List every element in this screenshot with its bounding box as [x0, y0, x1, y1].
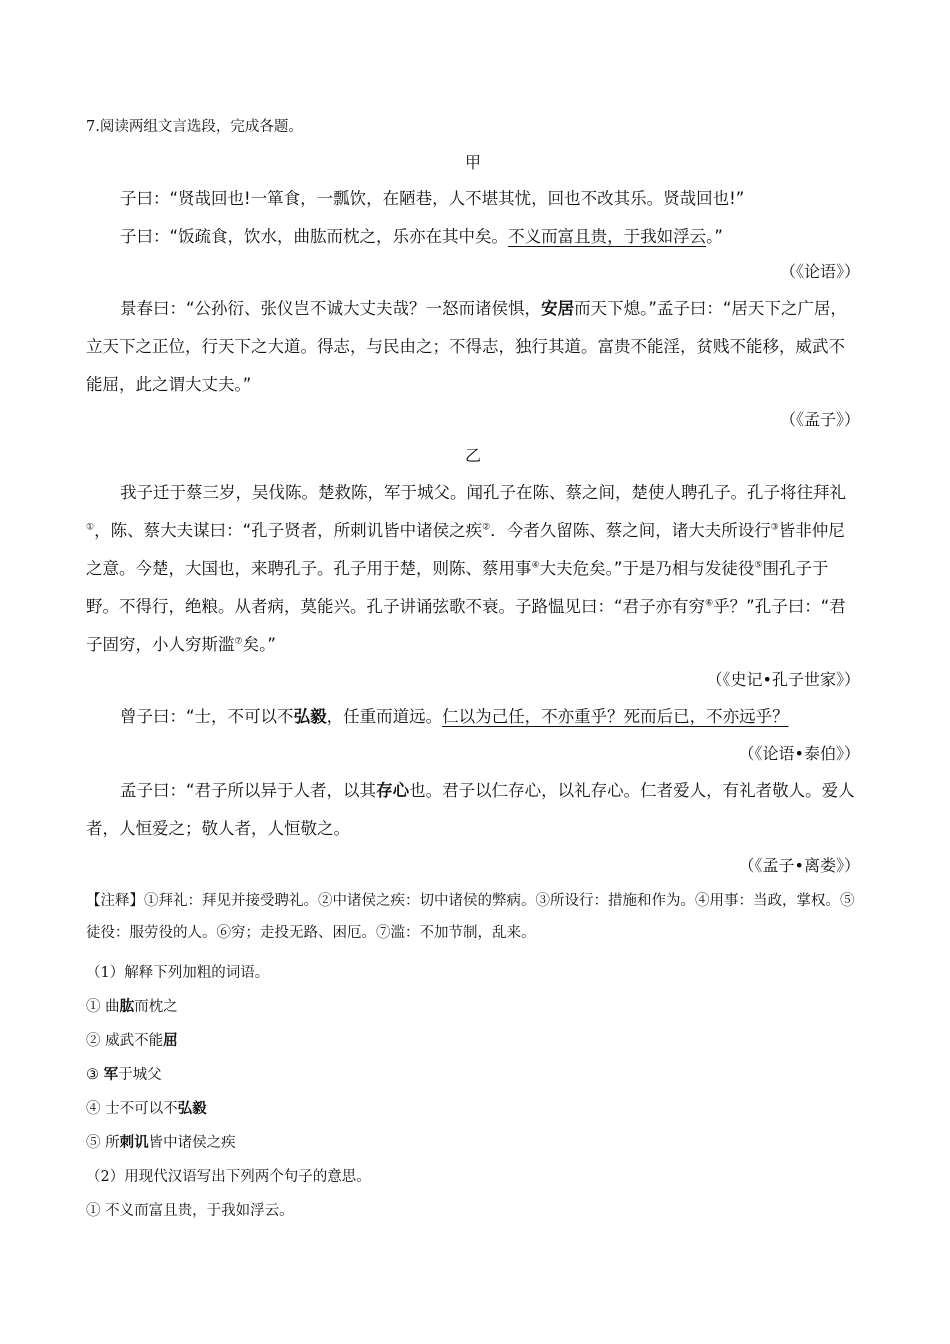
taibo-passage: 曾子曰：“士，不可以不弘毅，任重而道远。仁以为己任，不亦重乎？死而后已，不亦远乎？	[120, 707, 789, 726]
question-number: 7.	[86, 119, 100, 135]
bold-word-cunxin: 存心	[376, 781, 410, 800]
sub1-item-5: ⑤ 所刺讥皆中诸侯之疾	[86, 1134, 236, 1151]
note-ref-3: ③	[770, 522, 779, 533]
sub1-item-3: ③ 军于城父	[86, 1066, 162, 1083]
group-a-label: 甲	[464, 153, 481, 172]
underlined-sentence-2: 仁以为己任，不亦重乎？死而后已，不亦远乎？	[442, 707, 789, 726]
source-taibo: （《论语•泰伯》）	[738, 744, 860, 763]
group-b-label: 乙	[464, 446, 481, 465]
note-ref-1: ①	[86, 522, 95, 533]
source-lunyu: （《论语》）	[779, 262, 860, 281]
question-stem: 阅读两组文言选段，完成各题。	[99, 119, 303, 135]
sub1-item-4: ④ 士不可以不弘毅	[86, 1100, 207, 1117]
note-ref-2: ②	[482, 522, 491, 533]
lilou-passage: 孟子曰：“君子所以异于人者，以其存心也。君子以仁存心，以礼存心。仁者爱人，有礼者敬人。爱人者，人恒爱之；敬人者，人恒敬之。	[86, 781, 855, 838]
source-lilou: （《孟子•离娄》）	[738, 856, 860, 875]
underlined-sentence-1: 不义而富且贵，于我如浮云	[508, 227, 707, 246]
bold-word-hongyi: 弘毅	[293, 707, 327, 726]
source-shiji: （《史记•孔子世家》）	[706, 670, 860, 689]
bold-word-anju: 安居	[541, 299, 575, 318]
sub-question-2-prompt: （2）用现代汉语写出下列两个句子的意思。	[86, 1169, 371, 1185]
sub-question-1-prompt: （1）解释下列加粗的词语。	[86, 965, 270, 981]
sub2-item-1: ① 不义而富且贵，于我如浮云。	[86, 1203, 294, 1219]
lunyu-passage-2: 子曰：“饭疏食，饮水，曲肱而枕之，乐亦在其中矣。不义而富且贵，于我如浮云。”	[120, 227, 723, 246]
note-ref-7: ⑦	[234, 636, 243, 647]
sub1-item-1: ① 曲肱而枕之	[86, 998, 178, 1015]
note-ref-5: ⑤	[754, 560, 763, 571]
question-header	[86, 116, 860, 138]
source-mengzi: （《孟子》）	[779, 410, 860, 429]
note-ref-4: ④	[531, 560, 540, 571]
sub1-item-2: ② 威武不能屈	[86, 1032, 178, 1049]
note-ref-6: ⑥	[705, 598, 714, 609]
shiji-passage: 我子迁于蔡三岁，吴伐陈。楚救陈，军于城父。闻孔子在陈、蔡之间，楚使人聘孔子。孔子将往拜礼①，陈、蔡大夫谋曰：“孔子贤者，所刺讥皆中诸侯之疾②．今者久留陈、蔡之间，诸大夫所设行③皆非仲尼之意。今楚，大国也，来聘孔子。孔子用于楚，则陈、蔡用事④大夫危矣。”于是乃相与发徒役⑤围孔子于野。不得行，绝粮。从者病，莫能兴。孔子讲诵弦歌不衰。子路愠见曰：“君子亦有穷⑥乎？”孔子曰：“君子固穷，小人穷斯滥⑦矣。”	[86, 483, 846, 654]
annotation-notes: 【注释】①拜礼：拜见并接受聘礼。②中诸侯之疾：切中诸侯的弊病。③所设行：措施和作为。④用事：当政，掌权。⑤徒役：服劳役的人。⑥穷；走投无路、困厄。⑦滥：不加节制，乱来。	[86, 893, 855, 941]
lunyu-passage-1: 子曰：“贤哉回也!一箪食，一瓢饮，在陋巷，人不堪其忧，回也不改其乐。贤哉回也!”	[120, 189, 745, 208]
mengzi-passage: 景春曰：“公孙衍、张仪岂不诚大丈夫哉？一怒而诸侯惧，安居而天下熄。”孟子曰：“居天下之广居，立天下之正位，行天下之大道。得志，与民由之；不得志，独行其道。富贵不能淫，贫贱不能移，威武不能屈，此之谓大丈夫。”	[86, 299, 847, 394]
